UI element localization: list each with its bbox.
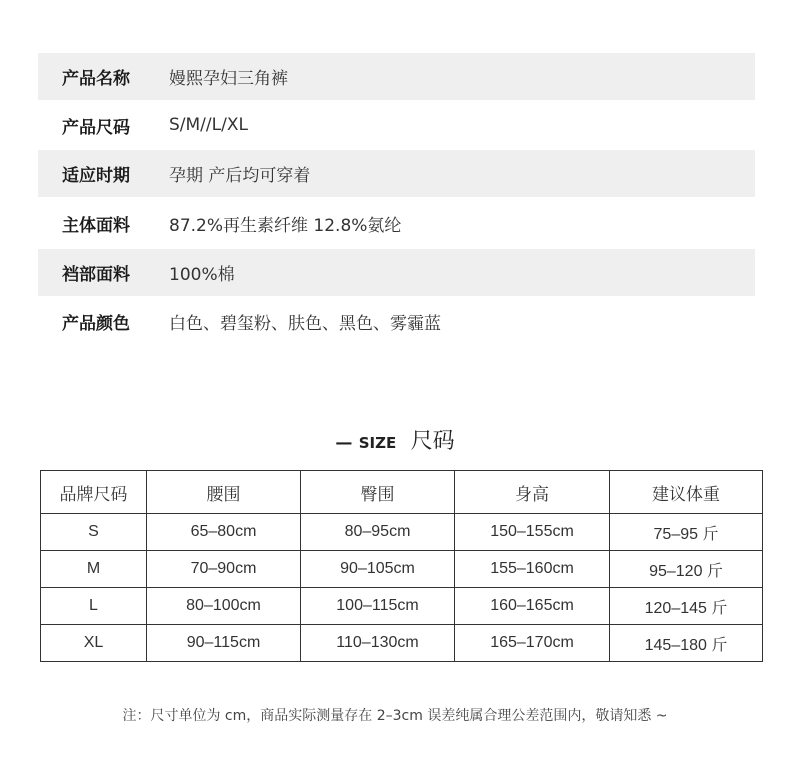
table-row: [41, 514, 763, 551]
column-header: 建议体重: [610, 471, 763, 514]
title-dash: —: [335, 433, 353, 453]
size-table: [40, 470, 763, 662]
table-cell: 80–95cm: [301, 514, 455, 551]
title-en: SIZE: [358, 434, 397, 452]
table-cell: 80–100cm: [147, 588, 301, 625]
spec-value: 白色、碧玺粉、肤色、黑色、雾霾蓝: [169, 313, 441, 334]
table-cell: 90–105cm: [301, 551, 455, 588]
table-cell: S: [41, 514, 147, 551]
spec-row-crotch-fabric: [38, 249, 755, 296]
table-cell: 100–115cm: [301, 588, 455, 625]
table-cell: 110–130cm: [301, 625, 455, 662]
size-section-title: [0, 424, 790, 455]
table-cell: 65–80cm: [147, 514, 301, 551]
spec-row-period: [38, 150, 755, 197]
spec-value: 100%棉: [169, 265, 235, 285]
table-header-row: [41, 471, 763, 514]
table-cell: L: [41, 588, 147, 625]
product-spec-list: [38, 53, 755, 346]
table-cell: 145–180 斤: [610, 625, 763, 662]
table-row: [41, 625, 763, 662]
table-cell: XL: [41, 625, 147, 662]
table-cell: 155–160cm: [455, 551, 610, 588]
table-cell: 95–120 斤: [610, 551, 763, 588]
spec-label: 适应时期: [62, 166, 130, 186]
spec-value: 87.2%再生素纤维 12.8%氨纶: [169, 215, 402, 236]
table-cell: 150–155cm: [455, 514, 610, 551]
table-cell: 90–115cm: [147, 625, 301, 662]
spec-value: 孕期 产后均可穿着: [169, 166, 311, 186]
spec-value: S/M//L/XL: [169, 115, 248, 135]
spec-label: 产品名称: [62, 69, 130, 89]
table-row: [41, 551, 763, 588]
spec-row-colors: [38, 296, 755, 346]
table-cell: 120–145 斤: [610, 588, 763, 625]
table-cell: 75–95 斤: [610, 514, 763, 551]
spec-row-name: [38, 53, 755, 100]
table-cell: 165–170cm: [455, 625, 610, 662]
spec-row-main-fabric: [38, 197, 755, 249]
title-zh: 尺码: [410, 429, 455, 454]
spec-label: 主体面料: [62, 215, 130, 236]
spec-label: 裆部面料: [62, 265, 130, 285]
measurement-note: 注：尺寸单位为 cm，商品实际测量存在 2–3cm 误差纯属合理公差范围内，敬请知悉 ~: [122, 708, 668, 724]
table-cell: 160–165cm: [455, 588, 610, 625]
spec-value: 嫚熙孕妇三角裤: [169, 69, 288, 89]
spec-row-size: [38, 100, 755, 150]
table-row: [41, 588, 763, 625]
column-header: 身高: [455, 471, 610, 514]
column-header: 臀围: [301, 471, 455, 514]
table-cell: M: [41, 551, 147, 588]
column-header: 腰围: [147, 471, 301, 514]
table-cell: 70–90cm: [147, 551, 301, 588]
spec-label: 产品尺码: [62, 117, 130, 138]
column-header: 品牌尺码: [41, 471, 147, 514]
spec-label: 产品颜色: [62, 313, 130, 334]
